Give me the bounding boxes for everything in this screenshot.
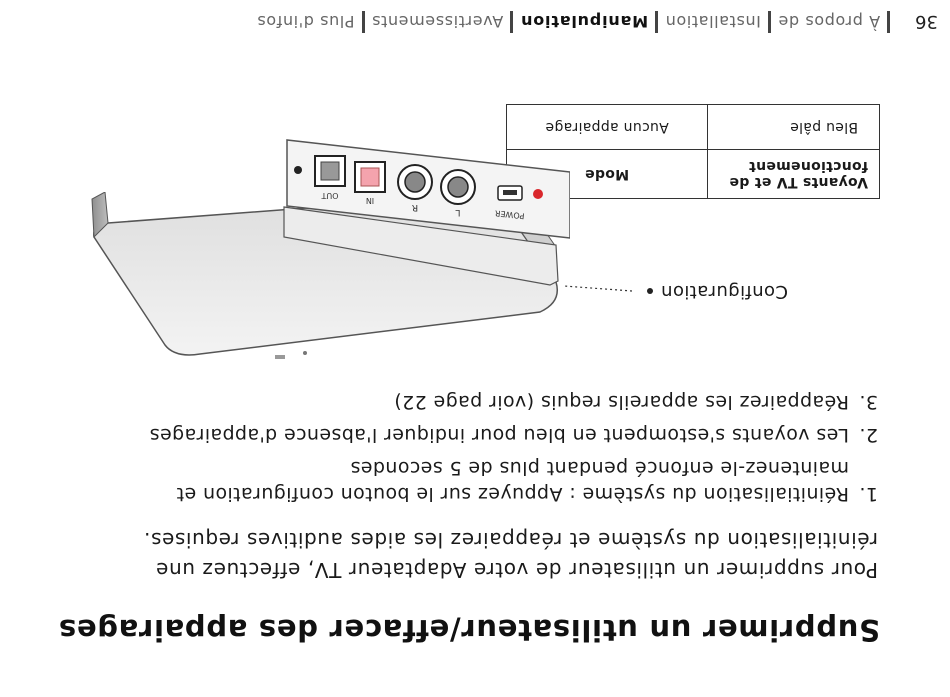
label-power: POWER: [494, 208, 525, 221]
nav-separator: [655, 11, 658, 33]
nav-item-manipulation[interactable]: Manipulation: [520, 12, 649, 32]
list-item: [78, 455, 878, 507]
back-panel: [280, 127, 570, 252]
steps-list: [78, 382, 878, 507]
step-text: Les voyants s'estompent en bleu pour indiquer l'absence d'appairages: [149, 424, 849, 446]
callout-line: [562, 283, 632, 299]
nav-item-a-propos[interactable]: À propos de: [777, 12, 881, 32]
nav-separator: [510, 11, 513, 33]
indicator-mark: [303, 351, 307, 355]
optical-in-plug: [361, 168, 379, 186]
step-number: 3.: [859, 391, 878, 413]
nav-item-installation[interactable]: Installation: [665, 12, 761, 32]
list-item: [78, 389, 878, 415]
list-item: [78, 422, 878, 448]
optical-out-plug: [321, 162, 339, 180]
section-title: Supprimer un utilisateur/effacer des appairages: [58, 613, 880, 647]
label-r: R: [411, 202, 419, 212]
nav-item-plus-dinfos[interactable]: Plus d'infos: [256, 12, 355, 32]
nav-separator: [362, 11, 365, 33]
step-number: 1.: [859, 483, 878, 505]
table-cell: Bleu pâle: [708, 105, 880, 150]
label-in: IN: [365, 196, 375, 205]
intro-paragraph: Pour supprimer un utilisateur de votre Adaptateur TV, effectuez une réinitialisation du système et réappairez les aides auditives requises.: [143, 528, 878, 582]
page-number: 36: [915, 11, 938, 33]
table-cell: Aucun appairage: [507, 105, 708, 150]
step-number: 2.: [859, 424, 878, 446]
power-port-pins: [503, 190, 517, 195]
label-out: OUT: [321, 191, 339, 200]
configuration-led[interactable]: [533, 189, 543, 199]
table-header-mode: Mode: [507, 150, 708, 199]
nav-separator: [768, 11, 771, 33]
audio-jack-l-center: [448, 177, 468, 197]
configuration-callout: [647, 281, 788, 302]
nav-separator: [887, 11, 890, 33]
screw-dot: [294, 166, 302, 174]
step-text: Réinitialisation du système : Appuyez sur le bouton configuration et maintenez-le enfoncé pendant plus de 5 secondes: [176, 457, 849, 505]
table-header-lights: Voyants TV et de fonctionement: [708, 150, 880, 199]
callout-dot: [647, 289, 653, 295]
audio-jack-r-center: [405, 172, 425, 192]
indicator-mark: [275, 355, 285, 359]
header-nav: [257, 11, 938, 33]
nav-item-avertissements[interactable]: Avertissements: [371, 12, 504, 32]
callout-dotted-line: [564, 286, 632, 291]
step-text: Réappairez les appareils requis (voir page 22): [393, 391, 849, 413]
callout-label: Configuration: [660, 281, 788, 302]
label-l: L: [455, 207, 461, 217]
